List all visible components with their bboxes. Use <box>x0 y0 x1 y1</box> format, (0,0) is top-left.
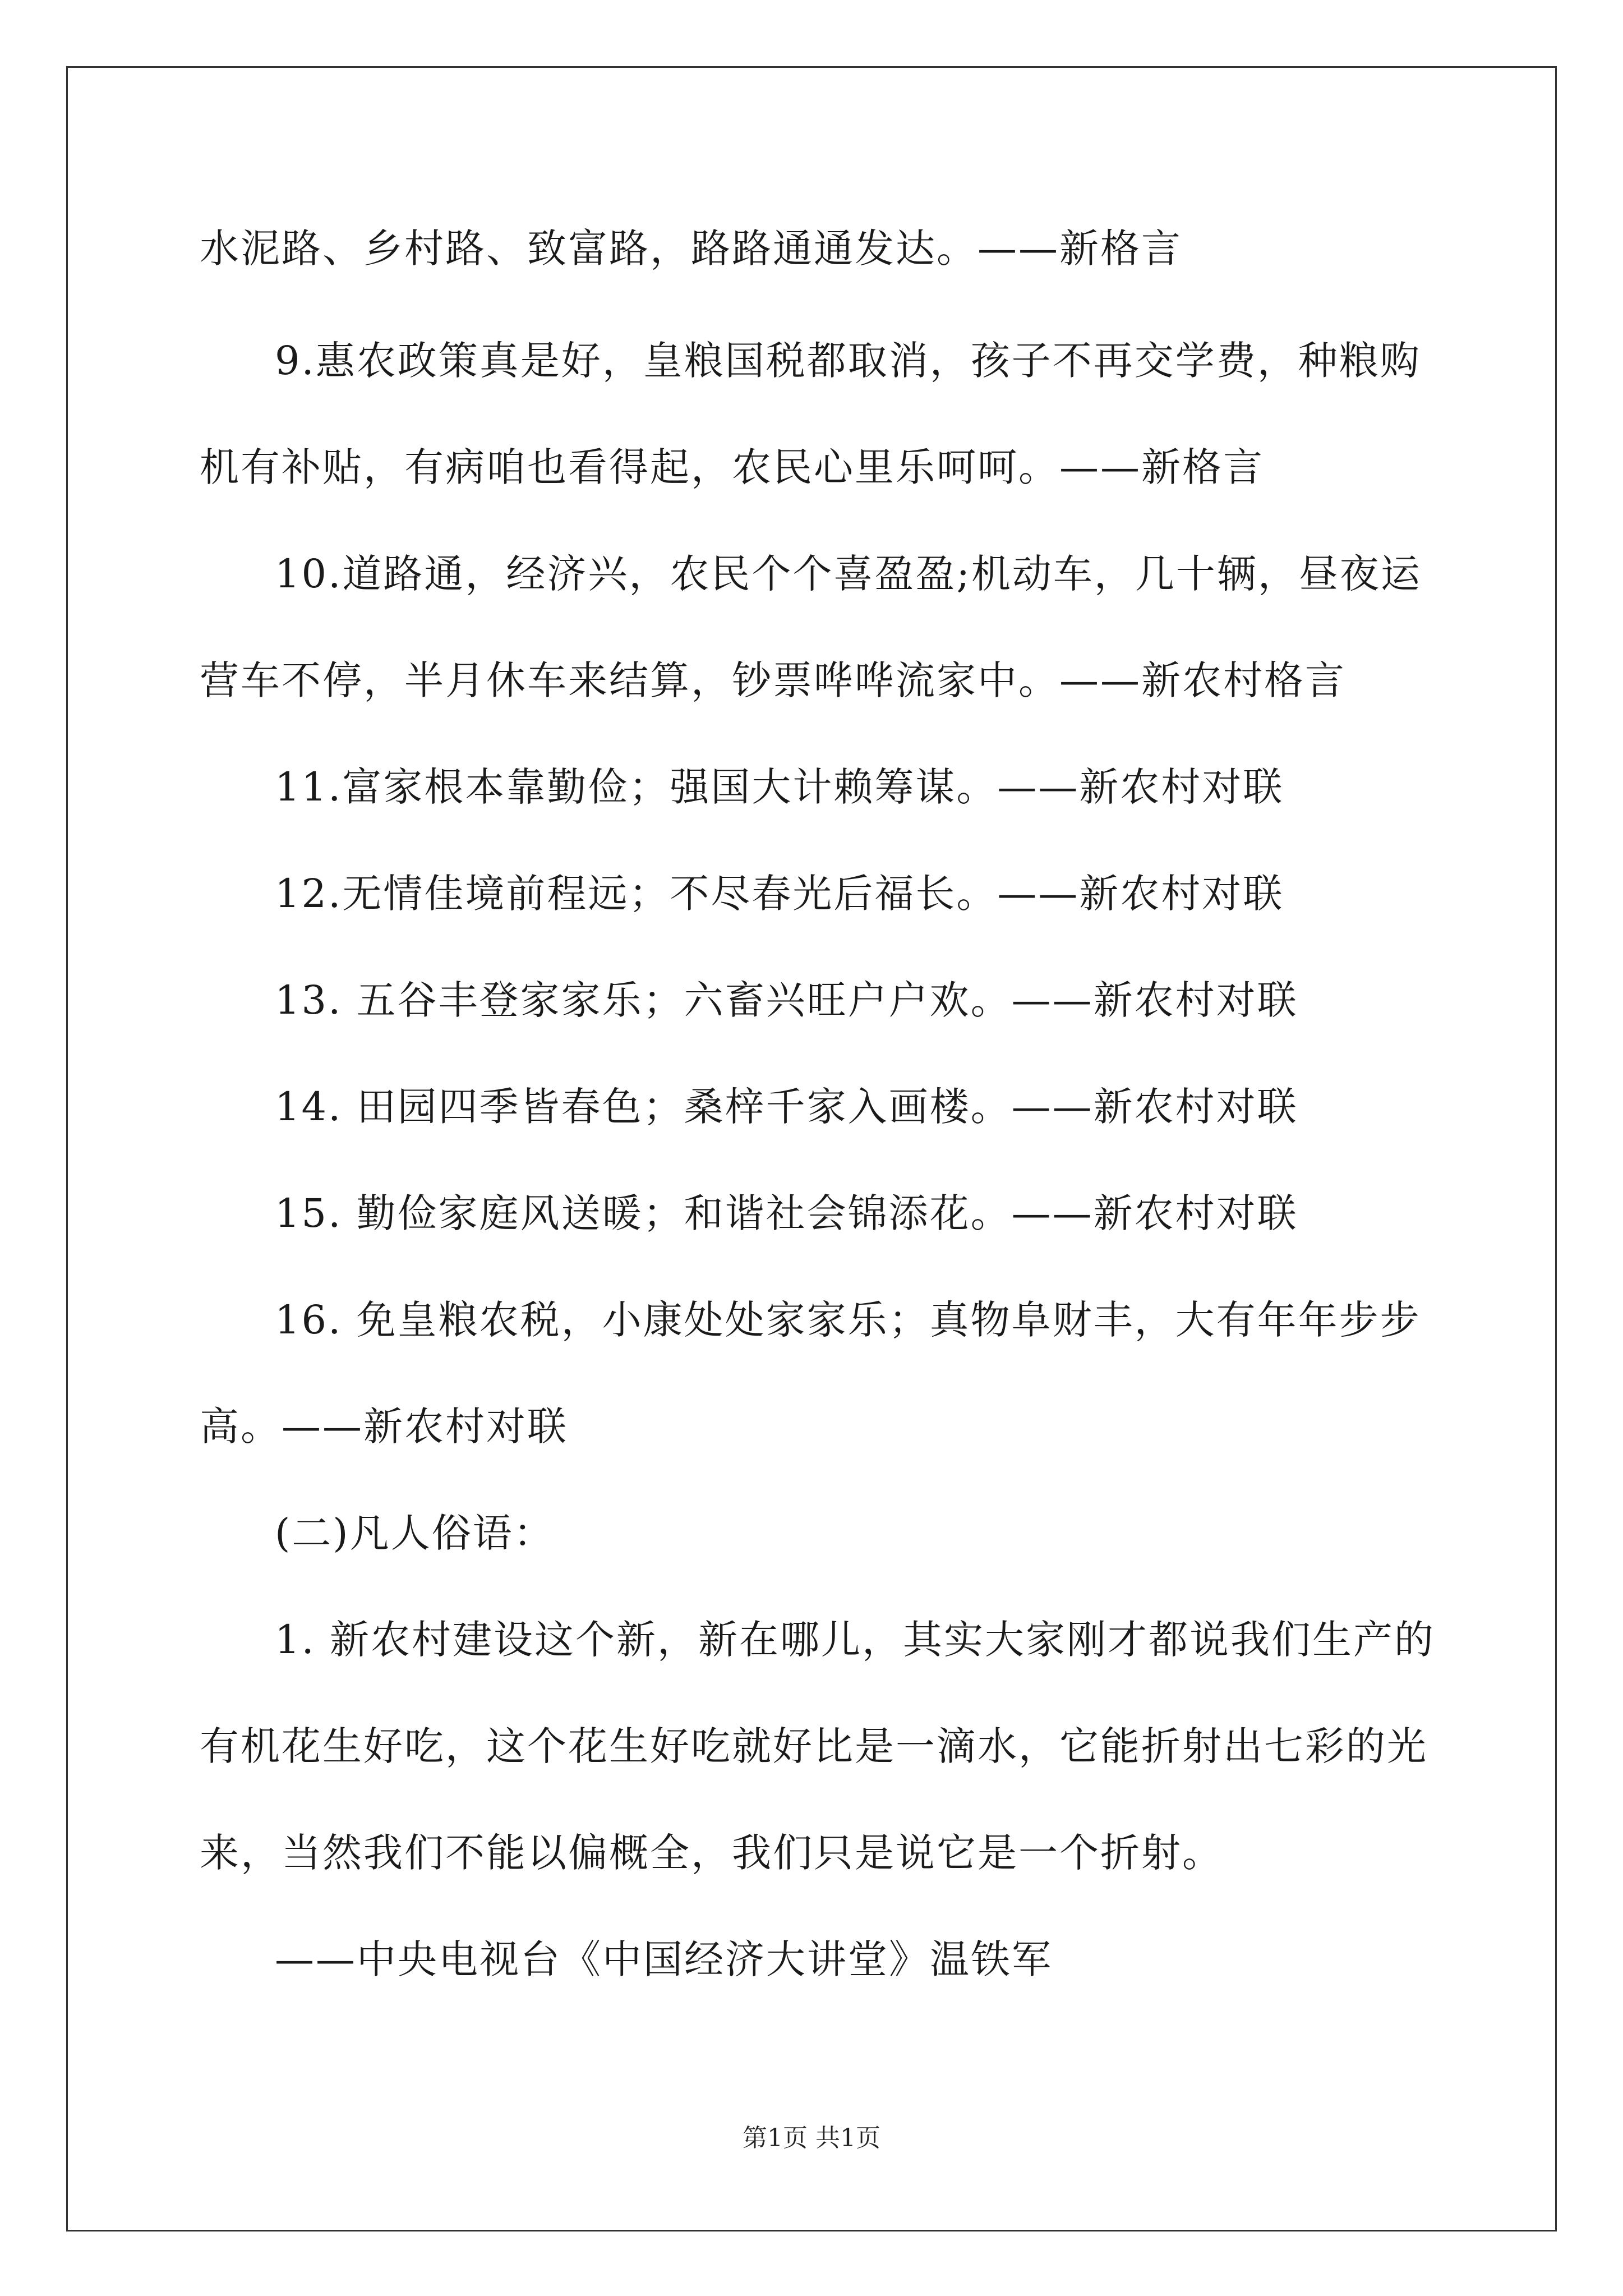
text-line-7: 12.无情佳境前程远；不尽春光后福长。——新农村对联 <box>275 871 1284 917</box>
text-line-16: 来，当然我们不能以偏概全，我们只是说它是一个折射。 <box>200 1830 1223 1876</box>
page-footer: 第1页 共1页 <box>743 2124 880 2152</box>
text-line-15: 有机花生好吃，这个花生好吃就好比是一滴水，它能折射出七彩的光 <box>200 1723 1428 1769</box>
text-line-8: 13. 五谷丰登家家乐；六畜兴旺户户欢。——新农村对联 <box>275 977 1298 1023</box>
text-line-3: 机有补贴，有病咱也看得起，农民心里乐呵呵。——新格言 <box>200 444 1264 490</box>
text-line-4: 10.道路通，经济兴，农民个个喜盈盈;机动车，几十辆，昼夜运 <box>275 551 1422 597</box>
text-line-10: 15. 勤俭家庭风送暖；和谐社会锦添花。——新农村对联 <box>275 1190 1298 1236</box>
text-line-2: 9.惠农政策真是好，皇粮国税都取消，孩子不再交学费，种粮购 <box>275 338 1421 384</box>
text-line-11: 16. 免皇粮农税，小康处处家家乐；真物阜财丰，大有年年步步 <box>275 1297 1421 1343</box>
text-line-14: 1. 新农村建设这个新，新在哪儿，其实大家刚才都说我们生产的 <box>275 1617 1436 1663</box>
text-line-17: ——中央电视台《中国经济大讲堂》温铁军 <box>275 1936 1053 1982</box>
page-border <box>66 66 1557 2231</box>
text-line-12: 高。——新农村对联 <box>200 1404 568 1450</box>
text-line-1: 水泥路、乡村路、致富路，路路通通发达。——新格言 <box>200 226 1182 272</box>
text-line-13: (二)凡人俗语： <box>275 1510 555 1556</box>
text-line-9: 14. 田园四季皆春色；桑梓千家入画楼。——新农村对联 <box>275 1084 1298 1130</box>
text-line-5: 营车不停，半月休车来结算，钞票哗哗流家中。——新农村格言 <box>200 657 1346 703</box>
text-line-6: 11.富家根本靠勤俭；强国大计赖筹谋。——新农村对联 <box>275 764 1284 810</box>
